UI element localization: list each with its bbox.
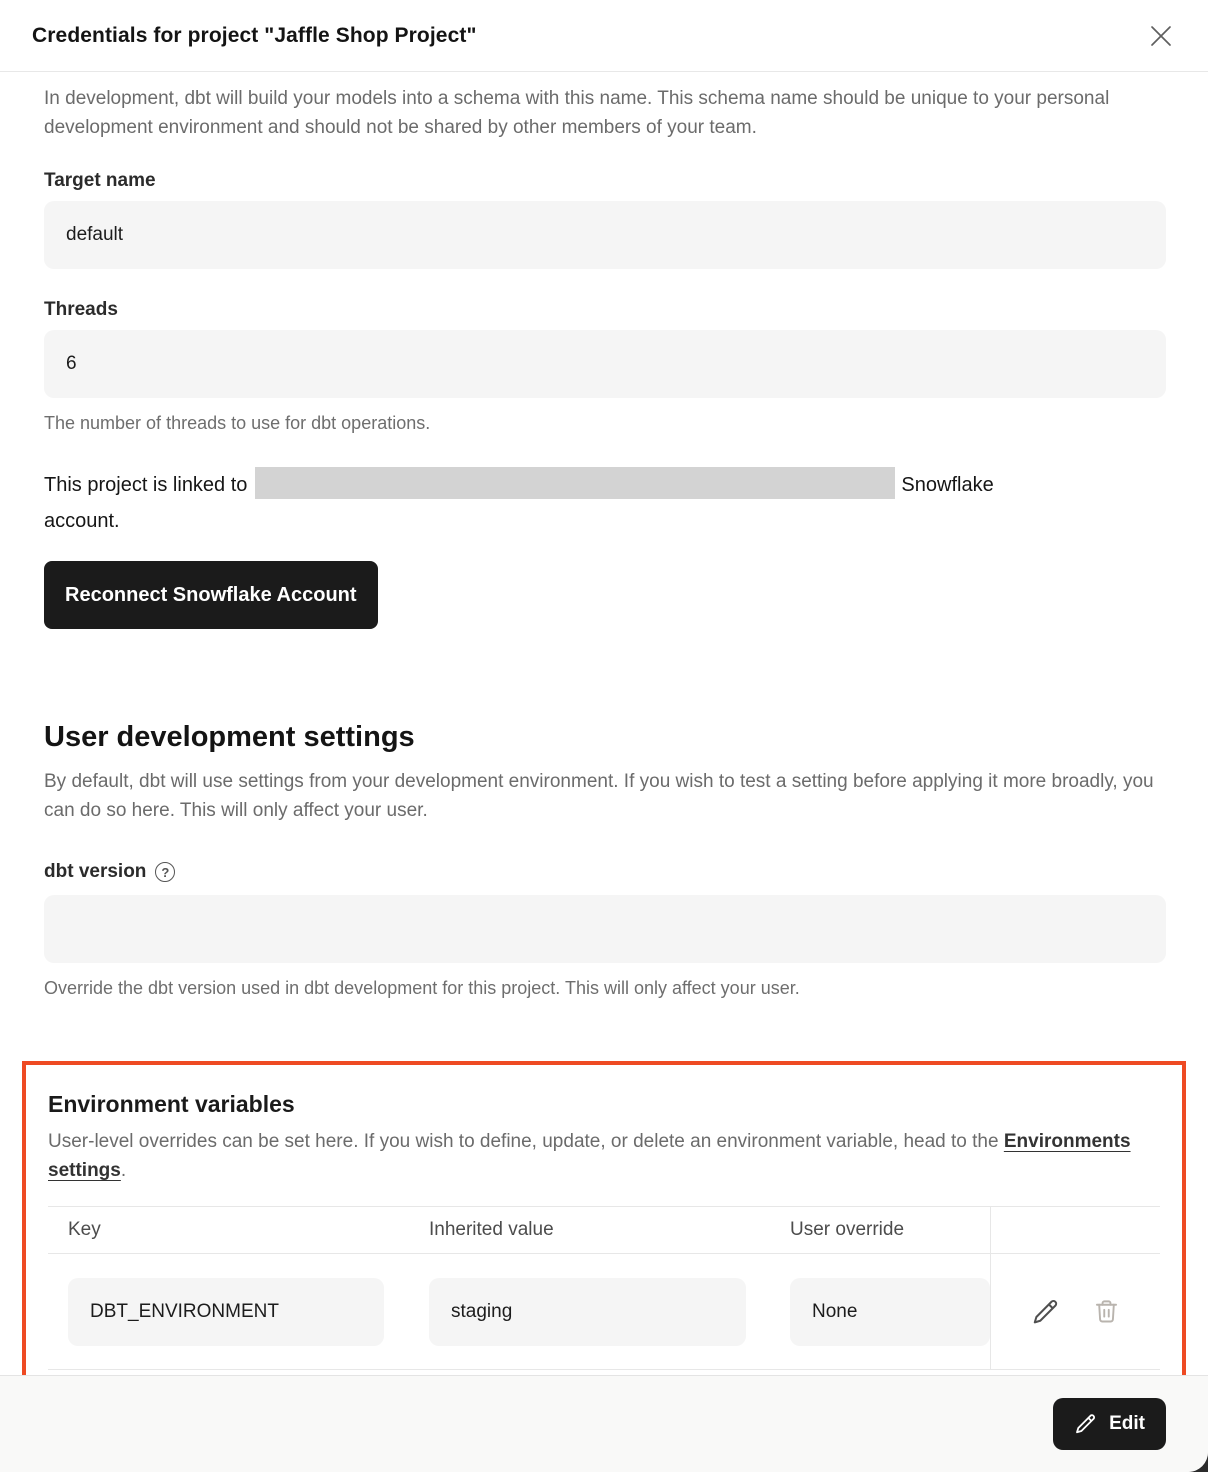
edit-button[interactable] [1053, 1398, 1166, 1450]
environment-variables-description [48, 1127, 1160, 1185]
modal-footer [0, 1375, 1208, 1472]
dbt-version-helper-text: Override the dbt version used in dbt development for this project. This will only affect your user. [44, 978, 800, 998]
close-icon [1148, 23, 1174, 49]
user-dev-settings-description: By default, dbt will use settings from your development environment. If you wish to test a setting before applying it more broadly, you can do so here. This will only affect your user. [44, 771, 1154, 821]
pencil-icon [1031, 1297, 1061, 1327]
modal-title: Credentials for project "Jaffle Shop Project" [32, 23, 477, 47]
threads-helper-text: The number of threads to use for dbt operations. [44, 413, 431, 433]
table-row [48, 1254, 1160, 1370]
delete-env-var-button[interactable] [1091, 1296, 1122, 1327]
environment-variables-section [22, 1061, 1186, 1375]
dbt-version-label: dbt version [44, 861, 147, 882]
linked-text-prefix: This project is linked to [44, 474, 248, 496]
column-header-user-override: User override [790, 1219, 905, 1240]
schema-description: In development, dbt will build your models into a schema with this name. This schema name should be unique to your personal development environment and should not be shared by other members of your team. [44, 88, 1110, 138]
env-desc-after-link: . [120, 1160, 127, 1181]
modal-header [0, 0, 1208, 72]
target-name-label: Target name [44, 170, 156, 191]
environments-settings-link[interactable]: Environments settings [48, 1131, 1131, 1181]
environment-variables-table [48, 1206, 1160, 1370]
user-dev-settings-heading: User development settings [44, 721, 415, 753]
env-desc-before-link: User-level overrides can be set here. If you wish to define, update, or delete an environment variable, head to the [48, 1131, 1004, 1152]
linked-account-text [44, 467, 1166, 539]
dbt-version-input[interactable] [44, 895, 1166, 963]
linked-text-wrap: account. [44, 510, 120, 532]
modal-body [0, 72, 1208, 1375]
column-header-inherited-value: Inherited value [429, 1219, 554, 1240]
close-button[interactable] [1144, 19, 1178, 53]
edit-button-label: Edit [1109, 1413, 1145, 1434]
help-icon[interactable]: ? [155, 862, 175, 882]
threads-label: Threads [44, 299, 118, 320]
env-var-inherited-value: staging [429, 1278, 746, 1346]
reconnect-snowflake-button[interactable]: Reconnect Snowflake Account [44, 561, 378, 629]
edit-env-var-button[interactable] [1029, 1295, 1063, 1329]
trash-icon [1093, 1298, 1120, 1325]
linked-text-suffix: Snowflake [901, 474, 994, 496]
dbt-version-label-row [44, 861, 1166, 883]
column-header-actions [990, 1207, 1160, 1253]
column-header-key: Key [68, 1219, 101, 1240]
table-header-row [48, 1206, 1160, 1254]
edit-pencil-icon [1074, 1412, 1098, 1436]
environment-variables-heading: Environment variables [48, 1091, 295, 1117]
target-name-input[interactable] [44, 201, 1166, 269]
env-var-key-value: DBT_ENVIRONMENT [68, 1278, 384, 1346]
threads-input[interactable] [44, 330, 1166, 398]
redacted-account-name [255, 467, 895, 499]
env-var-user-override-value: None [790, 1278, 990, 1346]
